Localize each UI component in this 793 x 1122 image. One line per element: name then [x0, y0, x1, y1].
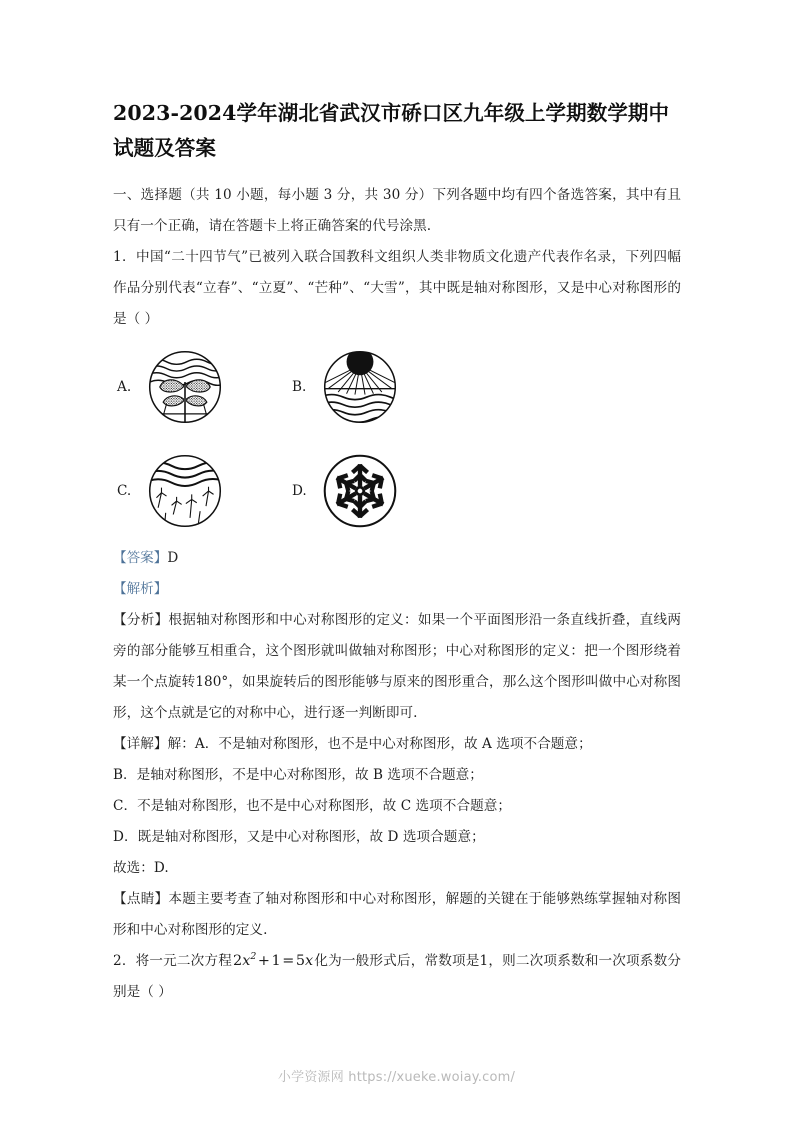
answer-value: D	[167, 550, 179, 566]
waves-over-seedlings-circle-icon	[143, 449, 227, 533]
detail-line-4: D．既是轴对称图形，又是中心对称图形，故 D 选项合题意；	[113, 829, 485, 845]
option-c-label: C.	[117, 483, 132, 499]
answer-line	[113, 543, 681, 574]
sun-rays-water-circle-icon	[318, 345, 402, 429]
footer-watermark: 小学资源网 https://xueke.woiay.com/	[277, 1070, 516, 1085]
eq-equals: =	[282, 953, 295, 969]
eq-rhs-coefficient: 5	[295, 953, 306, 969]
option-d	[292, 449, 402, 533]
snowflake-circle-icon	[318, 449, 402, 533]
question-2-equation	[232, 953, 314, 969]
eq-rhs-variable: x	[305, 953, 314, 969]
detail-line-5: 故选：D.	[113, 860, 169, 876]
document-content	[113, 96, 681, 1008]
eq-exponent: 2	[250, 951, 257, 963]
eq-variable: x	[242, 953, 251, 969]
option-d-label: D.	[292, 483, 307, 499]
option-b	[292, 345, 402, 429]
answer-label: 【答案】	[113, 550, 168, 566]
question-1-options-row-1	[113, 335, 681, 439]
question-2-suffix: 化为一般形式后，常数项是1，则二次项系数和一次项系数分别是（ ）	[113, 953, 681, 1000]
question-2-prefix: 2．将一元二次方程	[113, 953, 232, 969]
sprout-wavy-lines-circle-icon	[143, 345, 227, 429]
detail-line-1: 【详解】解：A．不是轴对称图形，也不是中心对称图形，故 A 选项不合题意；	[113, 736, 592, 752]
analysis-paragraph: 【分析】根据轴对称图形和中心对称图形的定义：如果一个平面图形沿一条直线折叠，直线两旁的部分能够互相重合，这个图形就叫做轴对称图形；中心对称图形的定义：把一个图形绕着某一个点旋转180°，如果旋转后的图形能够与原来的图形重合，那么这个图形叫做中心对称图形，这个点就是它的对称中心，进行逐一判断即可.	[113, 612, 681, 721]
option-a-label: A.	[117, 379, 132, 395]
page-title: 2023-2024学年湖北省武汉市硚口区九年级上学期数学期中试题及答案	[113, 101, 670, 160]
option-a	[113, 345, 292, 429]
detail-line-3: C．不是轴对称图形，也不是中心对称图形，故 C 选项不合题意；	[113, 798, 512, 814]
section-intro: 一、选择题（共 10 小题，每小题 3 分，共 30 分）下列各题中均有四个备选答案，其中有且只有一个正确，请在答题卡上将正确答案的代号涂黑.	[113, 187, 681, 234]
detail-line-2: B．是轴对称图形，不是中心对称图形，故 B 选项不合题意；	[113, 767, 483, 783]
eq-constant: 1	[271, 953, 281, 969]
question-2-stem	[113, 946, 681, 1008]
question-1-stem: 1．中国“二十四节气”已被列入联合国教科文组织人类非物质文化遗产代表作名录，下列四幅作品分别代表“立春”、“立夏”、“芒种”、“大雪”，其中既是轴对称图形，又是中心对称图形的是（ ）	[113, 249, 681, 327]
option-b-label: B.	[292, 379, 307, 395]
eq-coefficient: 2	[232, 953, 243, 969]
pointer-paragraph: 【点睛】本题主要考查了轴对称图形和中心对称图形，解题的关键在于能够熟练掌握轴对称图形和中心对称图形的定义.	[113, 891, 681, 938]
question-1-options-row-2	[113, 439, 681, 543]
eq-plus: +	[257, 953, 270, 969]
explanation-label: 【解析】	[113, 581, 168, 597]
option-c	[113, 449, 292, 533]
